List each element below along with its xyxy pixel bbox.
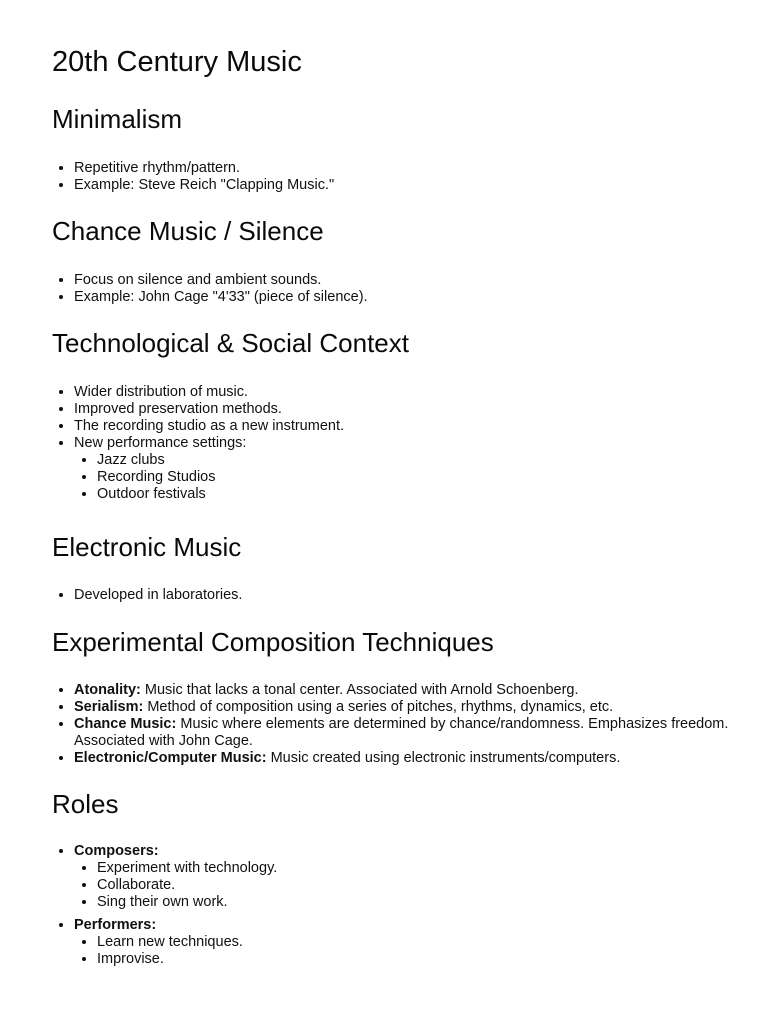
list-item: • Focus on silence and ambient sounds. <box>74 272 754 289</box>
term-description: Music created using electronic instruments/computers. <box>266 750 621 766</box>
list-item: • Wider distribution of music. <box>74 384 754 401</box>
list-item-label: New performance settings: <box>74 435 247 451</box>
term-description: Music that lacks a tonal center. Associated with Arnold Schoenberg. <box>140 682 579 698</box>
sub-list-item: • Outdoor festivals <box>97 486 754 503</box>
term-description: Method of composition using a series of pitches, rhythms, dynamics, etc. <box>143 699 614 715</box>
list-item-performance-settings <box>74 435 754 503</box>
chance-music-list <box>52 272 754 306</box>
section-heading-electronic-music: Electronic Music <box>52 532 242 562</box>
electronic-music-list <box>52 587 754 604</box>
list-item-serialism <box>74 699 754 716</box>
techniques-list <box>52 682 754 767</box>
list-item: • Example: Steve Reich "Clapping Music." <box>74 177 754 194</box>
composers-sublist <box>74 860 754 911</box>
list-item-composers <box>74 843 754 911</box>
list-item: • Developed in laboratories. <box>74 587 754 604</box>
sub-list-item: • Experiment with technology. <box>97 860 754 877</box>
sub-list-item: • Improvise. <box>97 951 754 968</box>
roles-list <box>52 843 754 968</box>
term-label: Electronic/Computer Music: <box>74 750 267 766</box>
section-heading-techniques: Experimental Composition Techniques <box>52 627 494 657</box>
section-heading-minimalism: Minimalism <box>52 104 182 134</box>
performance-settings-sublist <box>74 452 754 503</box>
list-item: • Repetitive rhythm/pattern. <box>74 160 754 177</box>
term-label: Chance Music: <box>74 716 177 732</box>
context-list <box>52 384 754 503</box>
term-label: Atonality: <box>74 682 141 698</box>
sub-list-item: • Jazz clubs <box>97 452 754 469</box>
sub-list-item: • Recording Studios <box>97 469 754 486</box>
role-label: Performers: <box>74 917 157 933</box>
list-item-electronic-computer-music <box>74 750 754 767</box>
section-heading-roles: Roles <box>52 789 119 819</box>
sub-list-item: • Collaborate. <box>97 877 754 894</box>
list-item: • Example: John Cage "4'33" (piece of silence). <box>74 289 754 306</box>
list-item-chance-music <box>74 716 754 750</box>
section-heading-chance-music: Chance Music / Silence <box>52 216 324 246</box>
role-label: Composers: <box>74 843 159 859</box>
term-label: Serialism: <box>74 699 144 715</box>
minimalism-list <box>52 160 754 194</box>
list-item-performers <box>74 917 754 968</box>
list-item: • Improved preservation methods. <box>74 401 754 418</box>
performers-sublist <box>74 934 754 968</box>
term-description: Music where elements are determined by chance/randomness. Emphasizes freedom. Associated with John Cage. <box>74 716 729 749</box>
list-item: • The recording studio as a new instrument. <box>74 418 754 435</box>
sub-list-item: • Sing their own work. <box>97 894 754 911</box>
section-heading-context: Technological & Social Context <box>52 328 409 358</box>
list-item-atonality <box>74 682 754 699</box>
page-title: 20th Century Music <box>52 46 302 78</box>
sub-list-item: • Learn new techniques. <box>97 934 754 951</box>
